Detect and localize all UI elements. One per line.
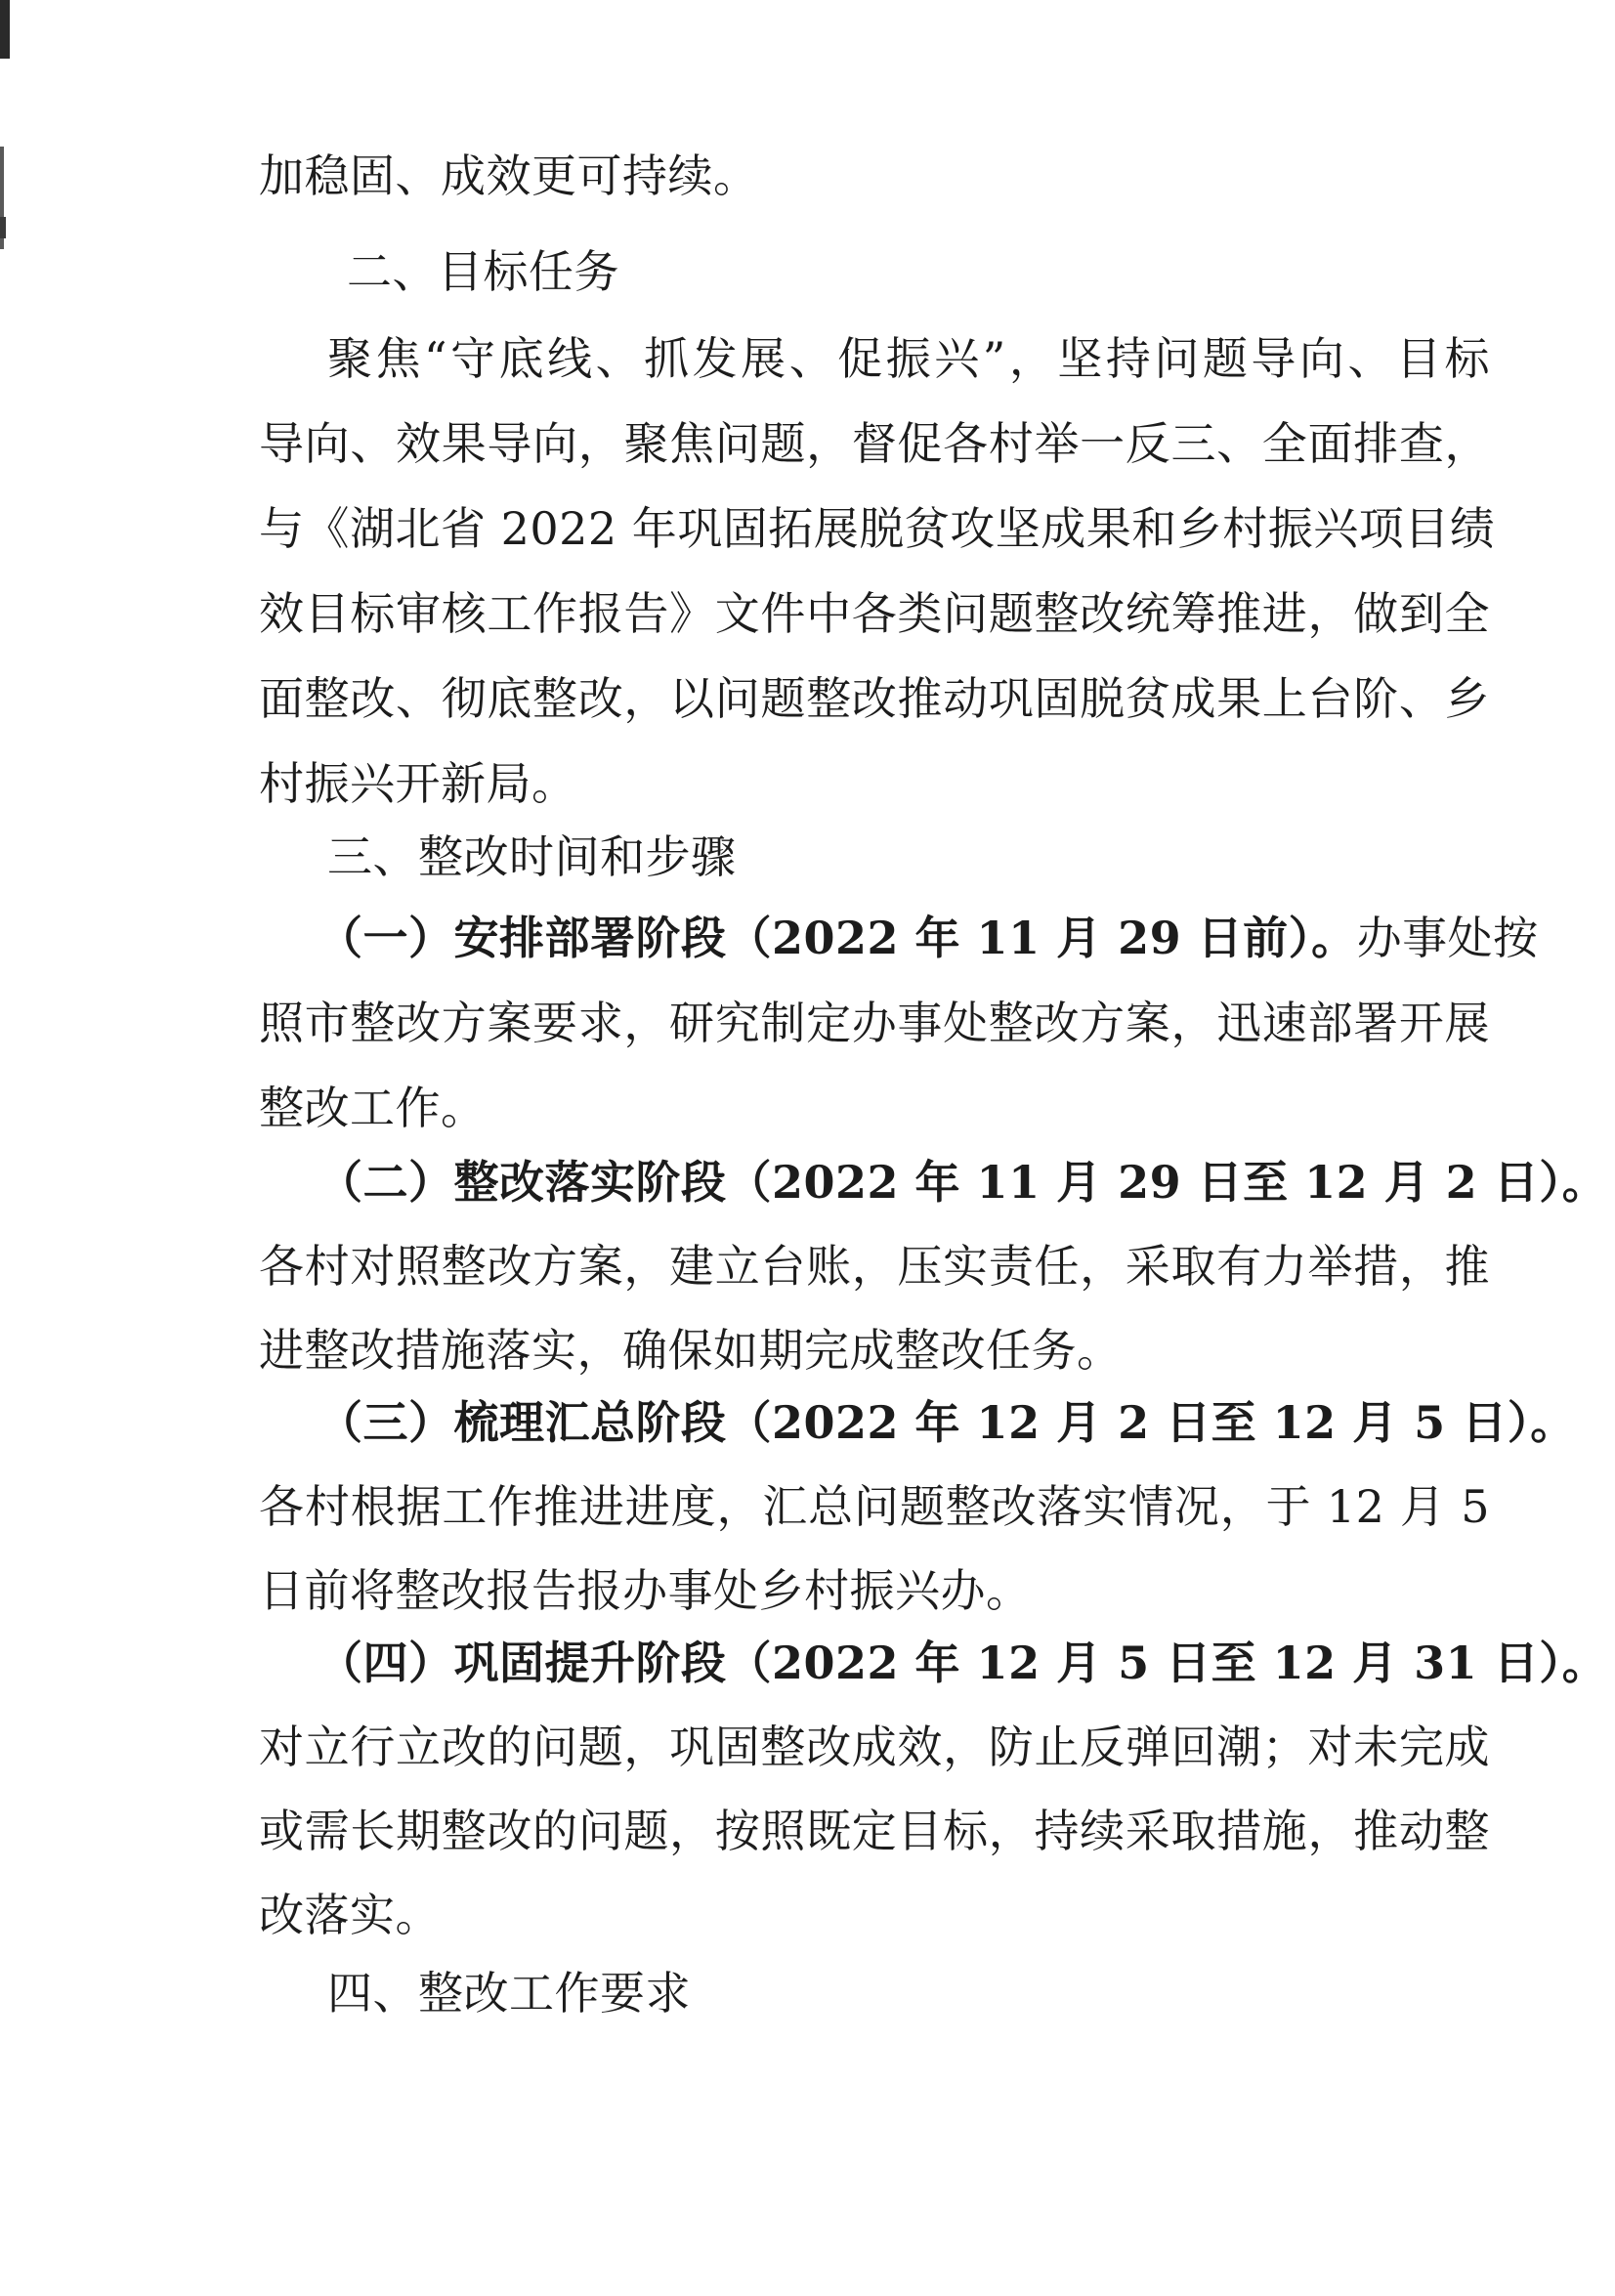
section-heading-2: 二、目标任务 xyxy=(347,245,619,298)
stage-2-title: （二）整改落实阶段（2022 年 11 月 29 日至 12 月 2 日）。 xyxy=(318,1156,1608,1209)
paragraph-line: 效目标审核工作报告》文件中各类问题整改统筹推进，做到全 xyxy=(259,587,1490,640)
paragraph-line: 面整改、彻底整改，以问题整改推动巩固脱贫成果上台阶、乡 xyxy=(259,672,1490,725)
paragraph-line: 日前将整改报告报办事处乡村振兴办。 xyxy=(259,1564,1032,1617)
paragraph-line: 照市整改方案要求，研究制定办事处整改方案，迅速部署开展 xyxy=(259,997,1490,1049)
scan-edge-mark xyxy=(0,0,10,59)
stage-4-title: （四）巩固提升阶段（2022 年 12 月 5 日至 12 月 31 日）。 xyxy=(318,1637,1608,1689)
paragraph-line: 各村根据工作推进进度，汇总问题整改落实情况，于 12 月 5 xyxy=(259,1480,1490,1533)
stage-1-line xyxy=(318,909,1539,967)
paragraph-line: 导向、效果导向，聚焦问题，督促各村举一反三、全面排查， xyxy=(259,417,1490,470)
section-heading-4: 四、整改工作要求 xyxy=(327,1967,691,2020)
stage-1-title: （一）安排部署阶段（2022 年 11 月 29 日前）。 xyxy=(318,912,1357,964)
section-heading-3: 三、整改时间和步骤 xyxy=(327,830,737,883)
scan-edge-mark xyxy=(0,217,6,238)
paragraph-line: 整改工作。 xyxy=(259,1082,487,1134)
stage-3-title: （三）梳理汇总阶段（2022 年 12 月 2 日至 12 月 5 日）。 xyxy=(318,1396,1576,1449)
paragraph-line: 与《湖北省 2022 年巩固拓展脱贫攻坚成果和乡村振兴项目绩 xyxy=(259,502,1496,555)
paragraph-line: 改落实。 xyxy=(259,1889,441,1941)
paragraph-line: 进整改措施落实，确保如期完成整改任务。 xyxy=(259,1324,1123,1377)
stage-1-rest: 办事处按 xyxy=(1356,912,1539,964)
paragraph-line: 各村对照整改方案，建立台账，压实责任，采取有力举措，推 xyxy=(259,1240,1490,1293)
paragraph-line: 对立行立改的问题，巩固整改成效，防止反弹回潮；对未完成 xyxy=(259,1721,1490,1773)
paragraph-line: 或需长期整改的问题，按照既定目标，持续采取措施，推动整 xyxy=(259,1805,1490,1857)
paragraph-line: 聚焦“守底线、抓发展、促振兴”，坚持问题导向、目标 xyxy=(327,332,1490,385)
paragraph-line: 村振兴开新局。 xyxy=(259,757,577,810)
paragraph-line: 加稳固、成效更可持续。 xyxy=(259,149,759,202)
